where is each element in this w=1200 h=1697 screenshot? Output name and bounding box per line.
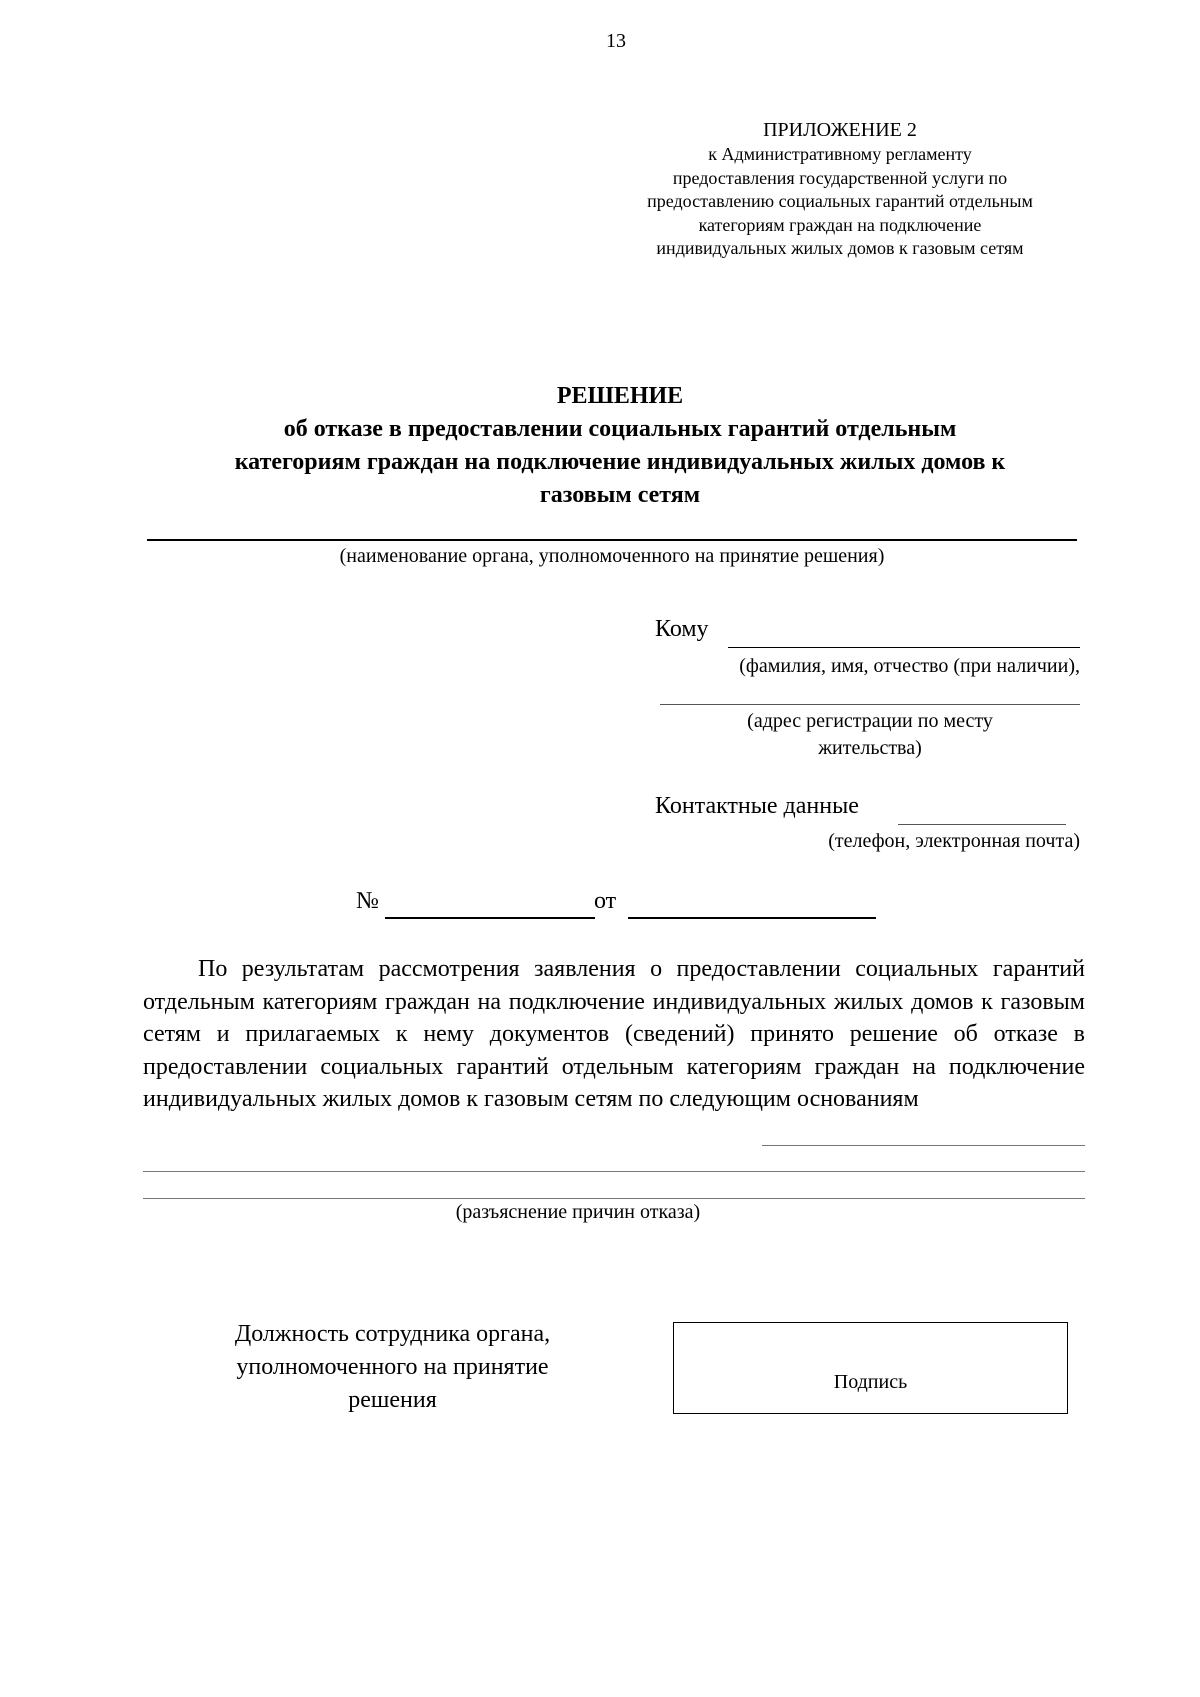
official-position-line: уполномоченного на принятие [236, 1354, 549, 1380]
date-field-line [628, 917, 876, 919]
contacts-label: Контактные данные [655, 793, 859, 819]
document-title [130, 380, 1110, 512]
appendix-line: категориям граждан на подключение [698, 214, 982, 235]
official-position-line: решения [348, 1387, 437, 1413]
signature-box [673, 1322, 1068, 1414]
org-name-caption: (наименование органа, уполномоченного на принятие решения) [339, 545, 885, 567]
reason-caption: (разъяснение причин отказа) [455, 1201, 701, 1223]
reason-field-line [762, 1145, 1085, 1146]
appendix-header [600, 117, 1080, 261]
address-caption-line: жительства) [818, 737, 922, 759]
recipient-field-line [728, 647, 1080, 648]
fio-caption: (фамилия, имя, отчество (при наличии), [739, 655, 1080, 677]
document-title-line: категориям граждан на подключение индивидуальных жилых домов к [234, 449, 1006, 475]
reason-field-line [143, 1198, 1085, 1199]
appendix-title: ПРИЛОЖЕНИЕ 2 [763, 119, 917, 141]
signature-label: Подпись [833, 1371, 908, 1393]
official-position-line: Должность сотрудника органа, [234, 1321, 551, 1347]
recipient-label: Кому [655, 616, 709, 642]
appendix-line: к Административному регламенту [708, 144, 972, 164]
reason-field-line [143, 1171, 1085, 1172]
org-name-field-line [147, 539, 1077, 541]
document-title-line: газовым сетям [539, 482, 701, 508]
appendix-line: предоставления государственной услуги по [672, 167, 1008, 188]
address-caption [660, 708, 1080, 762]
appendix-line: предоставлению социальных гарантий отдельным [647, 191, 1033, 211]
number-label: № [356, 888, 379, 914]
address-field-line [660, 704, 1080, 705]
page-number: 13 [606, 30, 626, 52]
address-caption-line: (адрес регистрации по месту [747, 710, 993, 732]
date-label: от [594, 888, 617, 914]
appendix-line: индивидуальных жилых домов к газовым сетям [656, 238, 1024, 258]
contacts-caption: (телефон, электронная почта) [828, 830, 1080, 852]
contacts-field-line [898, 824, 1066, 825]
decision-body-text: По результатам рассмотрения заявления о предоставлении социальных гарантий отдельным категориям граждан на подключение индивидуальных жилых домов к газовым сетям и прилагаемых к нему документов (сведений) принято решение об отказе в предоставлении социальных гарантий отдельным категориям граждан на подключение индивидуальных жилых домов к газовым сетям по следующим основаниям [143, 956, 1085, 1112]
document-title-main: РЕШЕНИЕ [556, 383, 684, 409]
official-position [200, 1318, 585, 1417]
number-field-line [385, 917, 595, 919]
document-title-line: об отказе в предоставлении социальных гарантий отдельным [283, 416, 957, 442]
